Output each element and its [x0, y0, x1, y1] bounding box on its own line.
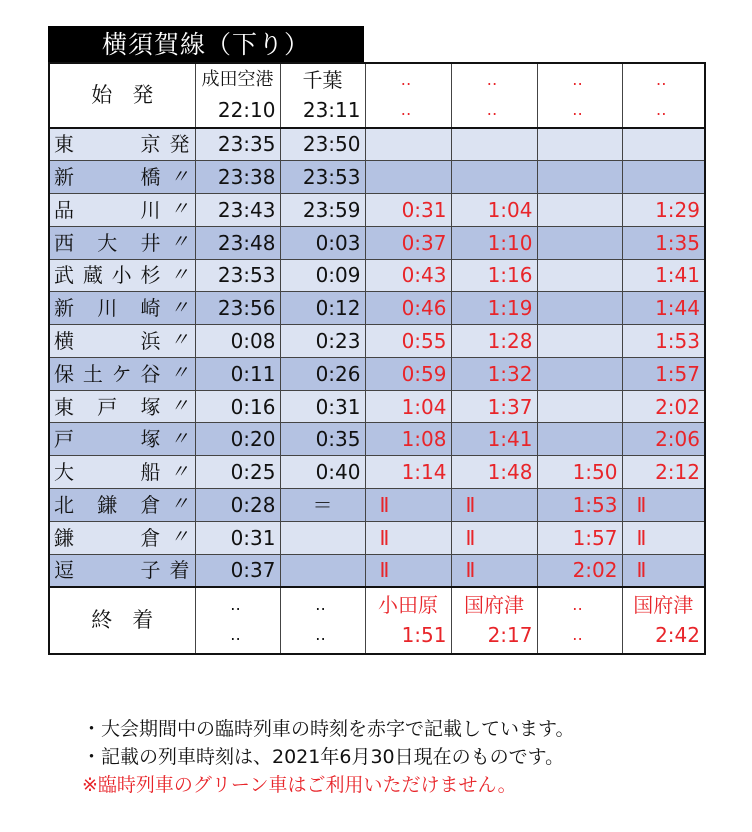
terminal-time: ‥ [230, 625, 245, 645]
time-cell: 0:25 [195, 456, 280, 489]
time-cell: 1:04 [365, 390, 451, 423]
station-mark: 〃 [169, 231, 189, 254]
station-row [49, 259, 705, 292]
time-cell: Ⅱ [622, 521, 705, 554]
train-origin-time: ‥ [572, 100, 587, 120]
time-cell: 0:28 [195, 489, 280, 522]
train-origin-time: ‥ [655, 100, 671, 120]
time-cell: 23:59 [280, 193, 365, 226]
time-cell: 0:43 [365, 259, 451, 292]
time-cell: 0:20 [195, 423, 280, 456]
station-name: 横 浜 [54, 328, 161, 353]
station-name: 北 鎌 倉 [54, 492, 161, 517]
train-origin-cell [622, 63, 705, 128]
time-cell: 0:55 [365, 325, 451, 358]
terminal-cell [451, 587, 537, 654]
terminal-time: ‥ [572, 625, 587, 645]
station-mark: 〃 [169, 198, 189, 221]
time-cell: 0:35 [280, 423, 365, 456]
train-origin: ‥ [486, 70, 502, 90]
time-cell [451, 128, 537, 161]
time-cell: 0:46 [365, 292, 451, 325]
time-cell: 1:16 [451, 259, 537, 292]
time-cell [451, 161, 537, 194]
time-cell [537, 128, 622, 161]
terminal-cell [622, 587, 705, 654]
terminal-cell [195, 587, 280, 654]
time-cell: 23:38 [195, 161, 280, 194]
train-origin-time: 22:10 [217, 98, 276, 123]
time-cell: 0:11 [195, 357, 280, 390]
station-mark: 〃 [169, 460, 189, 483]
terminal-label-cell [49, 587, 195, 654]
time-cell: Ⅱ [365, 521, 451, 554]
time-cell: 1:14 [365, 456, 451, 489]
station-name: 東 京 [54, 132, 161, 157]
station-cell [49, 489, 195, 522]
time-cell: 1:50 [537, 456, 622, 489]
station-mark: 〃 [169, 395, 189, 418]
station-mark: 〃 [169, 427, 189, 450]
station-mark: 〃 [169, 296, 189, 319]
terminal-dest: 国府津 [633, 593, 694, 618]
time-cell [537, 292, 622, 325]
station-mark: 〃 [169, 329, 189, 352]
time-cell: 0:12 [280, 292, 365, 325]
footer-row [49, 587, 705, 654]
time-cell [537, 259, 622, 292]
time-cell: 0:31 [195, 521, 280, 554]
terminal-time: 2:42 [655, 623, 700, 648]
station-name: 新 川 崎 [54, 296, 161, 321]
terminal-time: 1:51 [401, 623, 447, 648]
time-cell [365, 161, 451, 194]
time-cell [537, 423, 622, 456]
station-name: 保 土 ケ 谷 [54, 361, 161, 386]
train-origin-cell [195, 63, 280, 128]
time-cell: 1:44 [622, 292, 705, 325]
station-cell [49, 259, 195, 292]
station-cell [49, 521, 195, 554]
time-cell: 2:02 [622, 390, 705, 423]
terminal-dest: ‥ [230, 595, 245, 615]
station-cell [49, 292, 195, 325]
time-cell: 1:57 [537, 521, 622, 554]
time-cell [537, 357, 622, 390]
station-mark: 〃 [169, 165, 189, 188]
note-line: ※臨時列車のグリーン車はご利用いただけません。 [82, 774, 517, 796]
time-cell [537, 161, 622, 194]
station-row [49, 423, 705, 456]
station-mark: 発 [169, 132, 190, 157]
time-cell: 23:35 [195, 128, 280, 161]
station-name: 西 大 井 [54, 230, 161, 255]
terminal-time: 2:17 [487, 623, 533, 648]
station-name: 新 橋 [54, 165, 161, 189]
note-line: ・大会期間中の臨時列車の時刻を赤字で記載しています。 [82, 718, 575, 740]
time-cell [280, 554, 365, 587]
time-cell: 1:53 [537, 489, 622, 522]
terminal-cell [365, 587, 451, 654]
train-origin-cell [451, 63, 537, 128]
station-cell [49, 325, 195, 358]
time-cell: 23:50 [280, 128, 365, 161]
station-mark: 着 [169, 558, 190, 583]
station-mark: 〃 [169, 362, 189, 385]
station-row [49, 489, 705, 522]
station-mark: 〃 [169, 493, 189, 516]
time-cell: Ⅱ [365, 554, 451, 587]
time-cell: 1:29 [622, 193, 705, 226]
station-row [49, 357, 705, 390]
station-cell [49, 226, 195, 259]
time-cell: 0:40 [280, 456, 365, 489]
timetable [48, 62, 706, 655]
terminal-time: ‥ [315, 625, 330, 645]
terminal-dest: 国府津 [464, 593, 524, 618]
note-line: ・記載の列車時刻は、2021年6月30日現在のものです。 [82, 746, 565, 768]
station-cell [49, 357, 195, 390]
time-cell [622, 161, 705, 194]
train-origin: ‥ [572, 70, 587, 90]
time-cell: 23:48 [195, 226, 280, 259]
origin-label: 始 発 [91, 82, 154, 107]
time-cell: 23:53 [280, 161, 365, 194]
train-origin: 千葉 [302, 68, 343, 93]
train-origin-cell [280, 63, 365, 128]
time-cell: 0:31 [365, 193, 451, 226]
station-row [49, 128, 705, 161]
terminal-dest: 小田原 [378, 593, 438, 618]
train-origin-time: 23:11 [302, 98, 361, 123]
time-cell: 23:56 [195, 292, 280, 325]
train-origin-time: ‥ [400, 100, 416, 120]
terminal-cell [280, 587, 365, 654]
origin-label-cell [49, 63, 195, 128]
time-cell: 1:10 [451, 226, 537, 259]
train-origin: ‥ [400, 70, 416, 90]
time-cell: 1:28 [451, 325, 537, 358]
time-cell [537, 325, 622, 358]
time-cell: 2:12 [622, 456, 705, 489]
page-title: 横須賀線（下り） [48, 26, 364, 63]
time-cell: 0:31 [280, 390, 365, 423]
station-name: 逗 子 [54, 558, 161, 583]
time-cell: 1:08 [365, 423, 451, 456]
station-name: 大 船 [54, 460, 161, 485]
time-cell: 0:59 [365, 357, 451, 390]
time-cell: 2:02 [537, 554, 622, 587]
time-cell: 1:35 [622, 226, 705, 259]
time-cell: ＝ [280, 489, 365, 522]
terminal-cell [537, 587, 622, 654]
time-cell: 0:37 [365, 226, 451, 259]
station-cell [49, 390, 195, 423]
station-row [49, 226, 705, 259]
station-row [49, 554, 705, 587]
time-cell: 1:57 [622, 357, 705, 390]
time-cell: Ⅱ [451, 489, 537, 522]
station-mark: 〃 [169, 263, 189, 286]
station-cell [49, 456, 195, 489]
time-cell [537, 193, 622, 226]
time-cell: Ⅱ [622, 554, 705, 587]
station-row [49, 521, 705, 554]
time-cell: 1:04 [451, 193, 537, 226]
station-cell [49, 423, 195, 456]
station-row [49, 325, 705, 358]
station-name: 品 川 [54, 197, 161, 222]
station-row [49, 390, 705, 423]
time-cell: 23:43 [195, 193, 280, 226]
station-cell [49, 128, 195, 161]
train-origin: 成田空港 [201, 69, 274, 91]
header-row [49, 63, 705, 128]
train-origin-cell [537, 63, 622, 128]
train-origin: ‥ [655, 70, 671, 90]
station-mark: 〃 [169, 526, 189, 549]
terminal-dest: ‥ [572, 595, 587, 615]
time-cell: 2:06 [622, 423, 705, 456]
station-row [49, 161, 705, 194]
notes [82, 715, 722, 799]
time-cell: 1:37 [451, 390, 537, 423]
station-row [49, 193, 705, 226]
station-cell [49, 193, 195, 226]
time-cell: Ⅱ [365, 489, 451, 522]
time-cell [537, 226, 622, 259]
time-cell [365, 128, 451, 161]
time-cell: 1:32 [451, 357, 537, 390]
station-name: 戸 塚 [54, 427, 161, 452]
station-name: 武 蔵 小 杉 [54, 263, 161, 288]
time-cell: Ⅱ [451, 521, 537, 554]
station-cell [49, 161, 195, 194]
time-cell: 1:19 [451, 292, 537, 325]
time-cell [280, 521, 365, 554]
time-cell: 1:41 [451, 423, 537, 456]
station-row [49, 456, 705, 489]
time-cell: 0:37 [195, 554, 280, 587]
time-cell: 0:08 [195, 325, 280, 358]
time-cell: 1:41 [622, 259, 705, 292]
terminal-dest: ‥ [315, 595, 330, 615]
time-cell: 0:26 [280, 357, 365, 390]
terminal-label: 終 着 [91, 607, 154, 632]
station-cell [49, 554, 195, 587]
time-cell: 23:53 [195, 259, 280, 292]
time-cell: 0:09 [280, 259, 365, 292]
time-cell: 1:53 [622, 325, 705, 358]
time-cell: Ⅱ [622, 489, 705, 522]
time-cell: 0:03 [280, 226, 365, 259]
train-origin-time: ‥ [486, 100, 502, 120]
time-cell: Ⅱ [451, 554, 537, 587]
station-name: 鎌 倉 [54, 525, 161, 550]
time-cell [622, 128, 705, 161]
time-cell: 0:23 [280, 325, 365, 358]
station-row [49, 292, 705, 325]
station-name: 東 戸 塚 [54, 394, 161, 419]
time-cell [537, 390, 622, 423]
train-origin-cell [365, 63, 451, 128]
time-cell: 0:16 [195, 390, 280, 423]
time-cell: 1:48 [451, 456, 537, 489]
